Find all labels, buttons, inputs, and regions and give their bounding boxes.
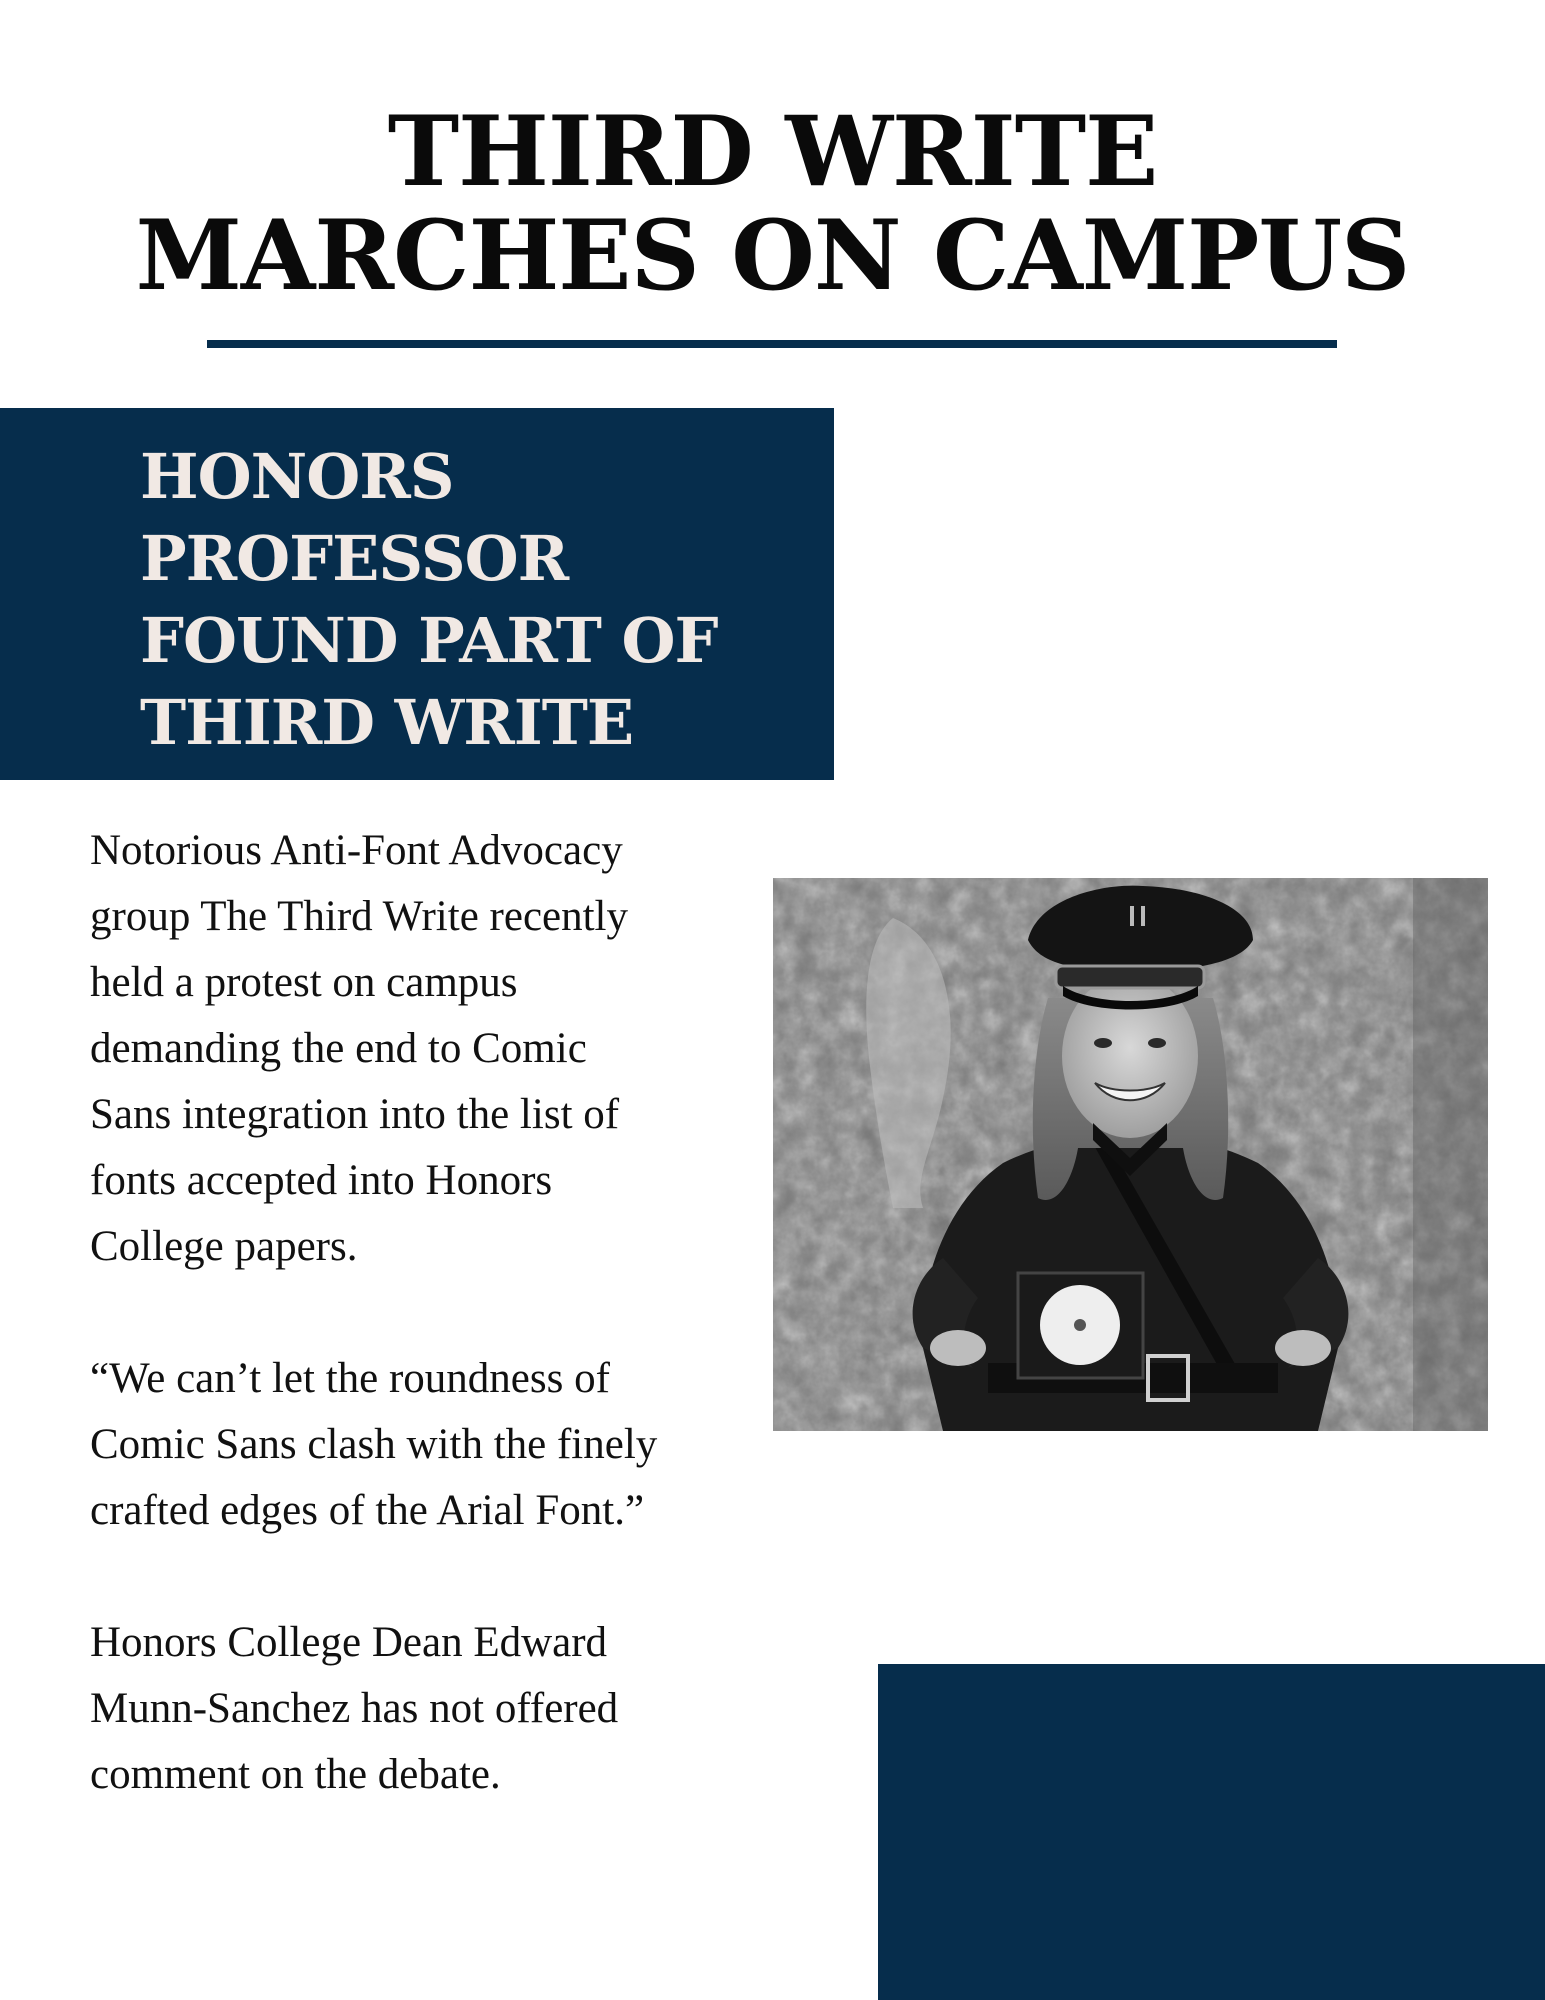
photo-illustration [773, 878, 1488, 1431]
article-line: Notorious Anti-Font Advocacy [90, 827, 623, 874]
article-line: College papers. [90, 1223, 358, 1270]
article-body [90, 818, 750, 1874]
subhead-line: PROFESSOR [140, 522, 569, 595]
article-paragraph-1 [90, 818, 750, 1280]
article-line: Munn-Sanchez has not offered [90, 1685, 619, 1732]
article-paragraph-3 [90, 1610, 750, 1808]
article-line: Honors College Dean Edward [90, 1619, 608, 1666]
article-paragraph-2 [90, 1346, 750, 1544]
article-line: demanding the end to Comic [90, 1025, 587, 1072]
headline [0, 95, 1545, 312]
article-line: Sans integration into the list of [90, 1091, 620, 1138]
headline-line-2: MARCHES ON CAMPUS [135, 199, 1410, 312]
article-line: fonts accepted into Honors [90, 1157, 553, 1204]
subhead-banner [0, 408, 834, 780]
subhead-line: THIRD WRITE [140, 686, 634, 759]
subhead-line: FOUND PART OF [140, 604, 718, 677]
quote-line: crafted edges of the Arial Font.” [90, 1487, 645, 1534]
subhead [140, 436, 718, 764]
decorative-corner-block [878, 1664, 1545, 2000]
article-line: group The Third Write recently [90, 893, 629, 940]
article-line: held a protest on campus [90, 959, 518, 1006]
subhead-line: HONORS [140, 440, 454, 513]
headline-line-1: THIRD WRITE [387, 95, 1158, 208]
professor-photo [773, 878, 1488, 1431]
article-line: comment on the debate. [90, 1751, 501, 1798]
quote-line: Comic Sans clash with the finely [90, 1421, 658, 1468]
headline-divider [207, 340, 1337, 348]
quote-line: “We can’t let the roundness of [90, 1355, 610, 1402]
